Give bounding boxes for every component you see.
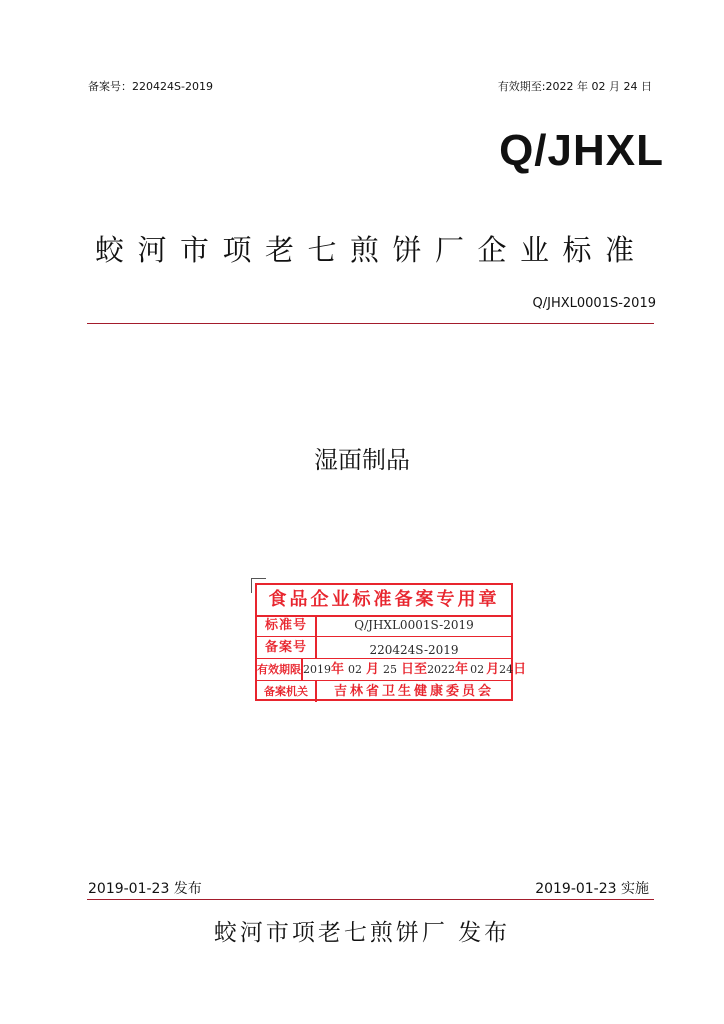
enterprise-standard-title: 蛟河市项老七煎饼厂企业标准 [95,233,648,267]
start-year: 2019 [303,663,331,676]
document-title: 湿面制品 [314,446,410,474]
to-char: 至 [414,662,428,677]
stamp-value: 220424S-2019 [369,643,459,657]
filing-stamp [255,583,527,701]
stamp-label: 备案号 [257,637,317,658]
standard-code: Q/JHXL [499,126,664,175]
stamp-row-standard-no [257,615,511,637]
header-divider [87,323,654,324]
end-month: 02 [470,663,485,676]
stamp-title: 食品企业标准备案专用章 [257,585,511,617]
stamp-label: 有效期限 [257,659,303,680]
document-number: Q/JHXL0001S-2019 [532,296,656,311]
stamp-row-validity [257,659,527,681]
filing-number: 备案号：220424S-2019 [88,80,213,93]
stamp-value: Q/JHXL0001S-2019 [354,618,474,632]
end-year: 2022 [427,663,456,676]
month-char: 月 [486,662,500,677]
stamp-row-authority [257,681,511,702]
year-char: 年 [455,662,469,677]
start-month: 02 [348,663,363,676]
footer-divider [87,899,654,900]
implement-date: 2019-01-23 实施 [535,881,649,897]
start-day: 25 [383,663,398,676]
stamp-label: 备案机关 [257,681,317,702]
stamp-label: 标准号 [257,615,317,636]
stamp-value [303,659,526,680]
publish-date: 2019-01-23 发布 [88,881,202,897]
day-char: 日 [401,662,415,677]
end-day: 24 [499,663,514,676]
stamp-row-filing-no [257,637,511,659]
month-char: 月 [366,662,380,677]
stamp-value: 吉林省卫生健康委员会 [333,684,494,699]
issuer: 蛟河市项老七煎饼厂 发布 [213,920,511,946]
year-char: 年 [331,662,345,677]
valid-until: 有效期至:2022 年 02 月 24 日 [497,80,652,93]
day-char: 日 [513,662,527,677]
